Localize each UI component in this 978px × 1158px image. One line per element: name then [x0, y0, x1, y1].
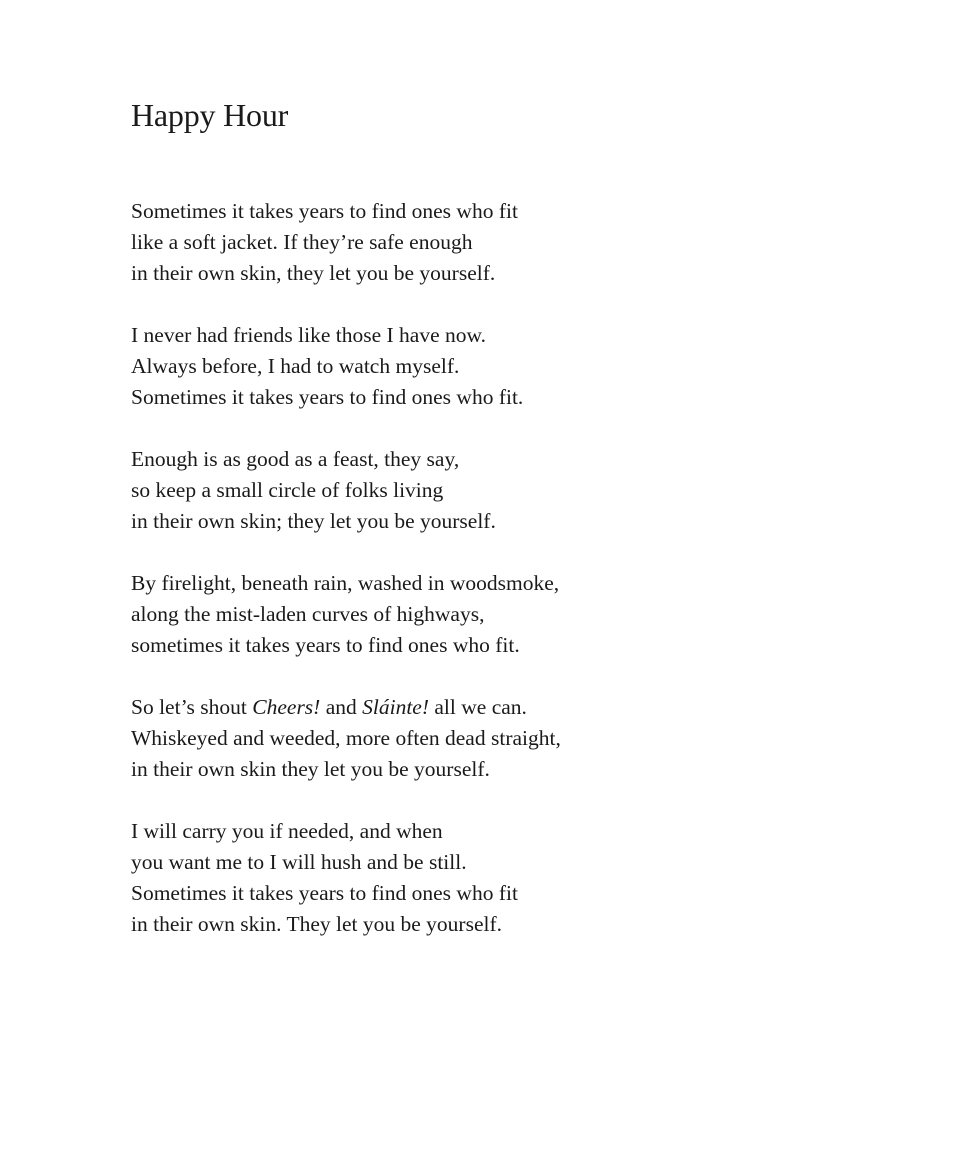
poem-line: in their own skin; they let you be yourself. — [131, 509, 496, 533]
poem-line: By firelight, beneath rain, washed in woodsmoke, — [131, 571, 560, 595]
italic-word-cheers: Cheers! — [252, 695, 321, 719]
poem-line: in their own skin, they let you be yourself. — [131, 261, 496, 285]
poem-line: Whiskeyed and weeded, more often dead straight, — [131, 726, 561, 750]
poem-line: Sometimes it takes years to find ones who fit — [131, 199, 518, 223]
stanza-3 — [131, 444, 891, 537]
stanza-4 — [131, 568, 891, 661]
stanza-1 — [131, 196, 891, 289]
poem-line: you want me to I will hush and be still. — [131, 850, 467, 874]
poem-line: Always before, I had to watch myself. — [131, 354, 460, 378]
poem-body — [131, 196, 891, 971]
poem-line: like a soft jacket. If they’re safe enough — [131, 230, 473, 254]
line-text-segment: all we can. — [429, 695, 527, 719]
line-text-segment: So let’s shout — [131, 695, 253, 719]
italic-word-slainte: Sláinte! — [362, 695, 430, 719]
stanza-5 — [131, 692, 891, 785]
stanza-2 — [131, 320, 891, 413]
poem-line-with-italics — [131, 692, 891, 723]
line-text-segment: and — [320, 695, 363, 719]
poem-line: in their own skin they let you be yourself. — [131, 757, 490, 781]
poem-line: Sometimes it takes years to find ones who fit — [131, 881, 518, 905]
poem-line: sometimes it takes years to find ones who fit. — [131, 633, 520, 657]
poem-line: I will carry you if needed, and when — [131, 819, 443, 843]
poem-title: Happy Hour — [131, 97, 289, 133]
poem-line: along the mist-laden curves of highways, — [131, 602, 485, 626]
poem-line: Enough is as good as a feast, they say, — [131, 447, 460, 471]
poem-line: so keep a small circle of folks living — [131, 478, 444, 502]
stanza-6 — [131, 816, 891, 940]
poem-line: I never had friends like those I have now. — [131, 323, 487, 347]
poem-line: Sometimes it takes years to find ones who fit. — [131, 385, 524, 409]
poem-line: in their own skin. They let you be yourself. — [131, 912, 503, 936]
